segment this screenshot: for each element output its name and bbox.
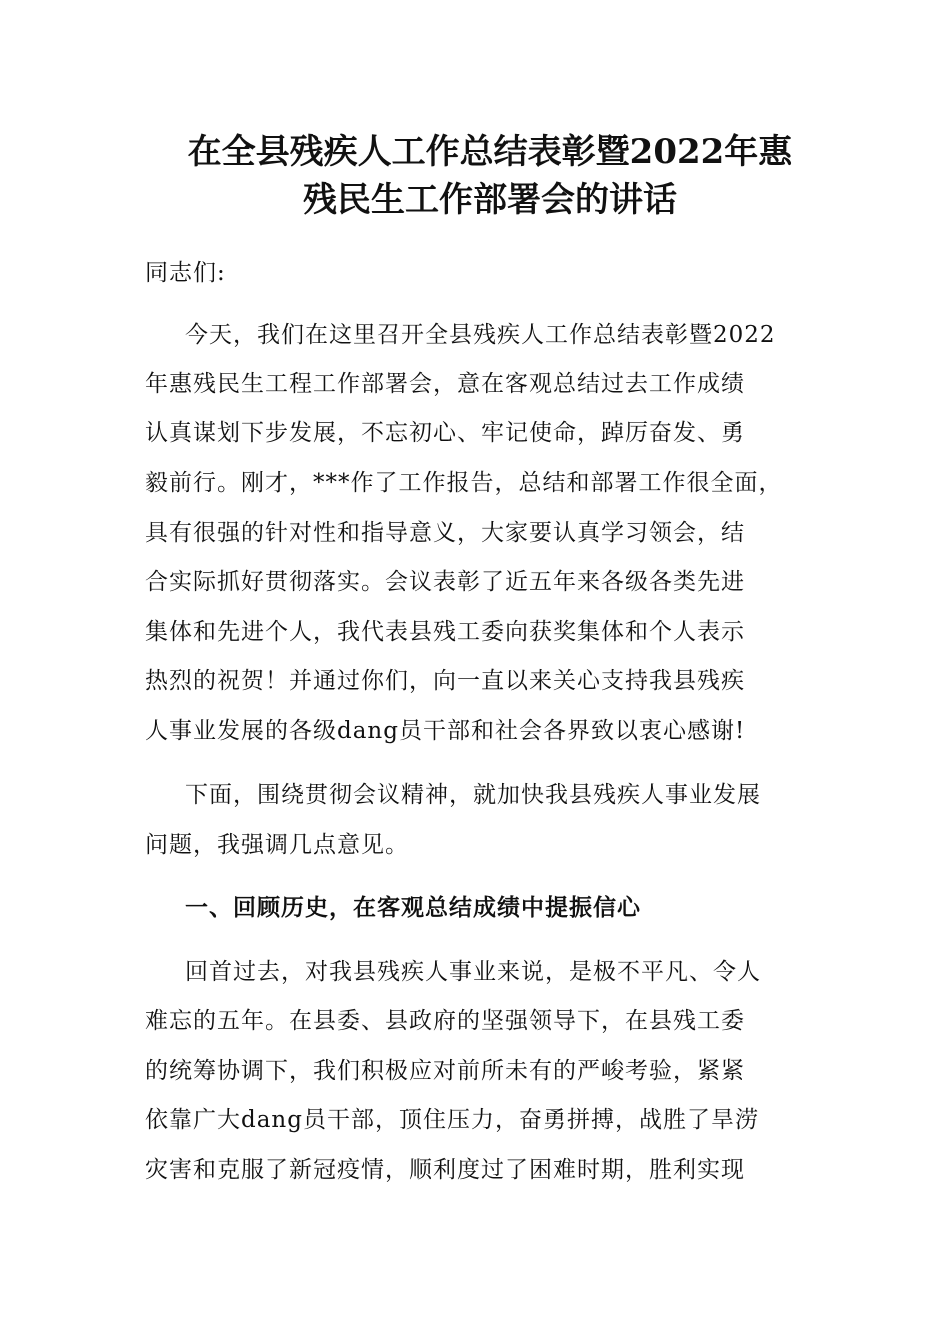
paragraph-line: 集体和先进个人，我代表县残工委向获奖集体和个人表示 bbox=[145, 619, 745, 645]
paragraph-line: 年惠残民生工程工作部署会，意在客观总结过去工作成绩 bbox=[145, 371, 745, 397]
paragraph-line: 下面，围绕贯彻会议精神，就加快我县残疾人事业发展 bbox=[185, 782, 761, 808]
paragraph-line: 问题，我强调几点意见。 bbox=[145, 832, 409, 858]
paragraph-line: 人事业发展的各级dang员干部和社会各界致以衷心感谢! bbox=[145, 718, 746, 744]
document-title-line-1: 在全县残疾人工作总结表彰暨2022年惠 bbox=[187, 132, 793, 172]
paragraph-line: 具有很强的针对性和指导意义，大家要认真学习领会，结 bbox=[145, 520, 745, 546]
document-title-line-2: 残民生工作部署会的讲话 bbox=[303, 180, 677, 220]
paragraph-line: 热烈的祝贺！并通过你们，向一直以来关心支持我县残疾 bbox=[145, 668, 745, 694]
paragraph-line: 灾害和克服了新冠疫情，顺利度过了困难时期，胜利实现 bbox=[145, 1157, 745, 1183]
paragraph-line: 合实际抓好贯彻落实。会议表彰了近五年来各级各类先进 bbox=[145, 569, 745, 595]
paragraph-line: 今天，我们在这里召开全县残疾人工作总结表彰暨2022 bbox=[185, 322, 776, 348]
paragraph-line: 回首过去，对我县残疾人事业来说，是极不平凡、令人 bbox=[185, 959, 761, 985]
salutation: 同志们: bbox=[145, 260, 226, 286]
section-heading: 一、回顾历史，在客观总结成绩中提振信心 bbox=[185, 895, 641, 921]
paragraph-line: 难忘的五年。在县委、县政府的坚强领导下，在县残工委 bbox=[145, 1008, 745, 1034]
paragraph-line: 毅前行。刚才，***作了工作报告，总结和部署工作很全面， bbox=[145, 470, 783, 496]
paragraph-line: 依靠广大dang员干部，顶住压力，奋勇拼搏，战胜了旱涝 bbox=[145, 1107, 759, 1133]
paragraph-line: 的统筹协调下，我们积极应对前所未有的严峻考验，紧紧 bbox=[145, 1058, 745, 1084]
paragraph-line: 认真谋划下步发展，不忘初心、牢记使命，踔厉奋发、勇 bbox=[145, 420, 745, 446]
